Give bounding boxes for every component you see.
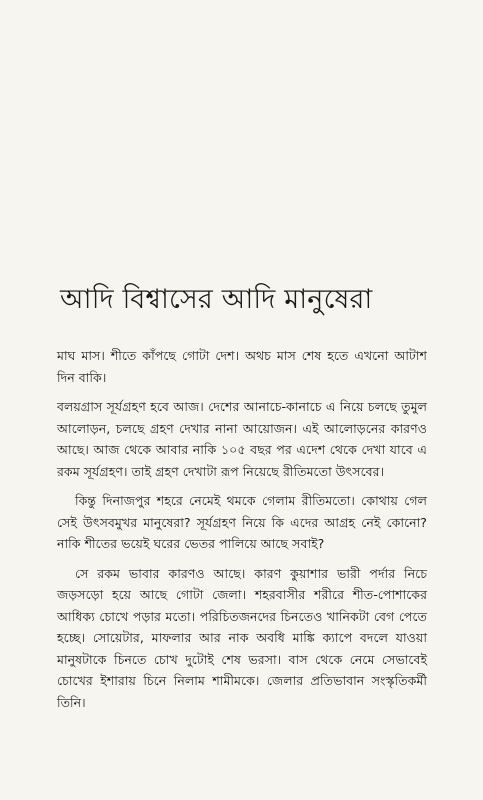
chapter-body xyxy=(57,345,427,721)
paragraph-2: বলয়গ্রাস সূর্যগ্রহণ হবে আজ। দেশের আনাচে-কানাচে এ নিয়ে চলছে তুমুল আলোড়ন, চলছে গ্রহণ দেখার নানা আয়োজন। এই আলোড়নের কারণও আছে। আজ থেকে আবার নাকি ১০৫ বছর পর এদেশ থেকে দেখা যাবে এ রকম সূর্যগ্রহণ। তাই গ্রহণ দেখাটা রূপ নিয়েছে রীতিমতো উৎসবের। xyxy=(57,399,427,479)
chapter-title: আদি বিশ্বাসের আদি মানুষেরা xyxy=(60,284,373,315)
paragraph-1: মাঘ মাস। শীতে কাঁপছে গোটা দেশ। অথচ মাস শেষ হতে এখনো আটাশ দিন বাকি। xyxy=(57,348,427,385)
paragraph-3: কিন্তু দিনাজপুর শহরে নেমেই থমকে গেলাম রীতিমতো। কোথায় গেল সেই উৎসবমুখর মানুষেরা? সূর্যগ্রহণ নিয়ে কি এদের আগ্রহ নেই কোনো? নাকি শীতের ভয়েই ঘরের ভেতর পালিয়ে আছে সবাই? xyxy=(57,493,427,551)
paragraph-4: সে রকম ভাবার কারণও আছে। কারণ কুয়াশার ভারী পর্দার নিচে জড়সড়ো হয়ে আছে গোটা জেলা। শহরবাসীর শরীরে শীত-পোশাকের আধিক্য চোখে পড়ার মতো। পরিচিতজনদের চিনতেও খানিকটা বেগ পেতে হচ্ছে। সোয়েটার, মাফলার আর নাক অবধি মাঙ্কি ক্যাপে বদলে যাওয়া মানুষটাকে চিনতে চোখ দুটোই শেষ ভরসা। বাস থেকে নেমে সেভাবেই চোখের ইশারায় চিনে নিলাম শামীমকে। জেলার প্রতিভাবান সংস্কৃতিকর্মী তিনি। xyxy=(57,565,427,710)
